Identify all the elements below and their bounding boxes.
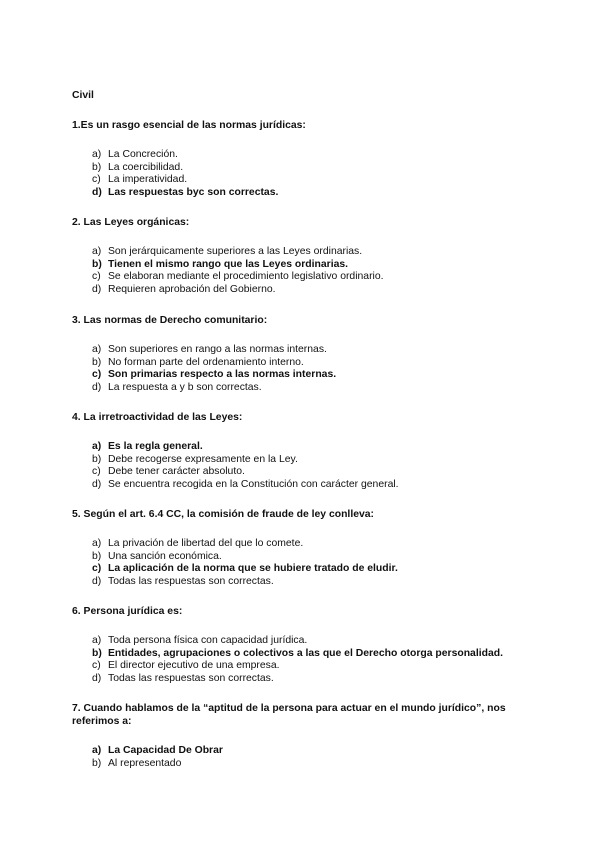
- option-label: d): [92, 575, 102, 587]
- option-label: d): [92, 672, 102, 684]
- question-text: 6. Persona jurídica es:: [72, 606, 183, 617]
- options-list: [72, 246, 532, 296]
- option-text: La respuesta a y b son correctas.: [108, 381, 262, 393]
- answer-option: [72, 149, 532, 162]
- option-label: b): [92, 453, 102, 465]
- option-text: Tienen el mismo rango que las Leyes ordinarias.: [108, 258, 349, 270]
- answer-option: [72, 673, 532, 686]
- option-label: a): [92, 538, 102, 549]
- option-text: No forman parte del ordenamiento interno.: [108, 356, 304, 368]
- option-text: Al representado: [108, 757, 182, 769]
- option-text: La Capacidad De Obrar: [108, 745, 223, 756]
- option-text: Es la regla general.: [108, 441, 203, 452]
- option-label: a): [92, 745, 102, 756]
- option-label: a): [92, 635, 102, 646]
- option-text: Una sanción económica.: [108, 550, 222, 562]
- answer-option: [72, 660, 532, 673]
- question-block: [72, 216, 532, 296]
- answer-option: [72, 758, 532, 771]
- answer-option: [72, 441, 532, 454]
- option-label: b): [92, 161, 102, 173]
- answer-option: [72, 454, 532, 467]
- option-text: Son superiores en rango a las normas internas.: [108, 344, 327, 355]
- question-block: [72, 411, 532, 491]
- answer-option: [72, 259, 532, 272]
- question-text: 4. La irretroactividad de las Leyes:: [72, 412, 243, 423]
- answer-option: [72, 382, 532, 395]
- option-label: a): [92, 344, 102, 355]
- option-label: c): [92, 563, 102, 575]
- answer-option: [72, 369, 532, 382]
- option-label: c): [92, 271, 101, 283]
- option-text: La privación de libertad del que lo comete.: [108, 538, 304, 549]
- question-text: 5. Según el art. 6.4 CC, la comisión de fraude de ley conlleva:: [72, 509, 375, 520]
- option-text: El director ejecutivo de una empresa.: [108, 660, 280, 672]
- answer-option: [72, 648, 532, 661]
- option-label: b): [92, 647, 102, 659]
- option-label: d): [92, 186, 102, 198]
- question-block: [72, 702, 532, 770]
- option-label: c): [92, 369, 102, 381]
- answer-option: [72, 344, 532, 357]
- answer-option: [72, 538, 532, 551]
- option-label: b): [92, 258, 102, 270]
- option-text: Debe recogerse expresamente en la Ley.: [108, 453, 298, 465]
- option-text: La Concreción.: [108, 149, 178, 160]
- option-text: Toda persona física con capacidad jurídica.: [108, 635, 308, 646]
- question-block: [72, 508, 532, 588]
- options-list: [72, 745, 532, 770]
- answer-option: [72, 563, 532, 576]
- answer-option: [72, 284, 532, 297]
- question-text: 2. Las Leyes orgánicas:: [72, 217, 190, 228]
- answer-option: [72, 576, 532, 589]
- options-list: [72, 538, 532, 588]
- option-text: Se elaboran mediante el procedimiento legislativo ordinario.: [108, 271, 384, 283]
- options-list: [72, 635, 532, 685]
- option-label: b): [92, 550, 102, 562]
- option-text: Todas las respuestas son correctas.: [108, 672, 274, 684]
- answer-option: [72, 357, 532, 370]
- option-text: Son primarias respecto a las normas internas.: [108, 369, 337, 381]
- option-text: Las respuestas byc son correctas.: [108, 186, 279, 198]
- option-label: c): [92, 466, 101, 478]
- answer-option: [72, 745, 532, 758]
- answer-option: [72, 246, 532, 259]
- option-label: b): [92, 356, 102, 368]
- option-text: Son jerárquicamente superiores a las Leyes ordinarias.: [108, 246, 363, 257]
- option-text: Se encuentra recogida en la Constitución con carácter general.: [108, 478, 399, 490]
- question-block: [72, 605, 532, 685]
- options-list: [72, 441, 532, 491]
- answer-option: [72, 174, 532, 187]
- option-text: La coercibilidad.: [108, 161, 184, 173]
- options-list: [72, 344, 532, 394]
- question-block: [72, 314, 532, 394]
- option-label: a): [92, 441, 102, 452]
- document-title: Civil: [72, 90, 94, 101]
- answer-option: [72, 187, 532, 200]
- option-label: a): [92, 149, 102, 160]
- question-block: [72, 119, 532, 199]
- answer-option: [72, 479, 532, 492]
- option-label: d): [92, 478, 102, 490]
- question-text: 7. Cuando hablamos de la “aptitud de la persona para actuar en el mundo jurídico”, nos referimos a:: [72, 703, 506, 727]
- options-list: [72, 149, 532, 199]
- answer-option: [72, 271, 532, 284]
- answer-option: [72, 551, 532, 564]
- option-label: b): [92, 757, 102, 769]
- option-text: Todas las respuestas son correctas.: [108, 575, 274, 587]
- answer-option: [72, 162, 532, 175]
- answer-option: [72, 635, 532, 648]
- option-label: c): [92, 660, 101, 672]
- option-label: c): [92, 174, 101, 186]
- option-label: d): [92, 283, 102, 295]
- question-text: 1.Es un rasgo esencial de las normas jurídicas:: [72, 120, 306, 131]
- option-text: Requieren aprobación del Gobierno.: [108, 283, 276, 295]
- option-text: La imperatividad.: [108, 174, 188, 186]
- option-label: d): [92, 381, 102, 393]
- option-label: a): [92, 246, 102, 257]
- question-text: 3. Las normas de Derecho comunitario:: [72, 315, 268, 326]
- option-text: La aplicación de la norma que se hubiere tratado de eludir.: [108, 563, 398, 575]
- answer-option: [72, 466, 532, 479]
- option-text: Entidades, agrupaciones o colectivos a las que el Derecho otorga personalidad.: [108, 647, 503, 659]
- option-text: Debe tener carácter absoluto.: [108, 466, 245, 478]
